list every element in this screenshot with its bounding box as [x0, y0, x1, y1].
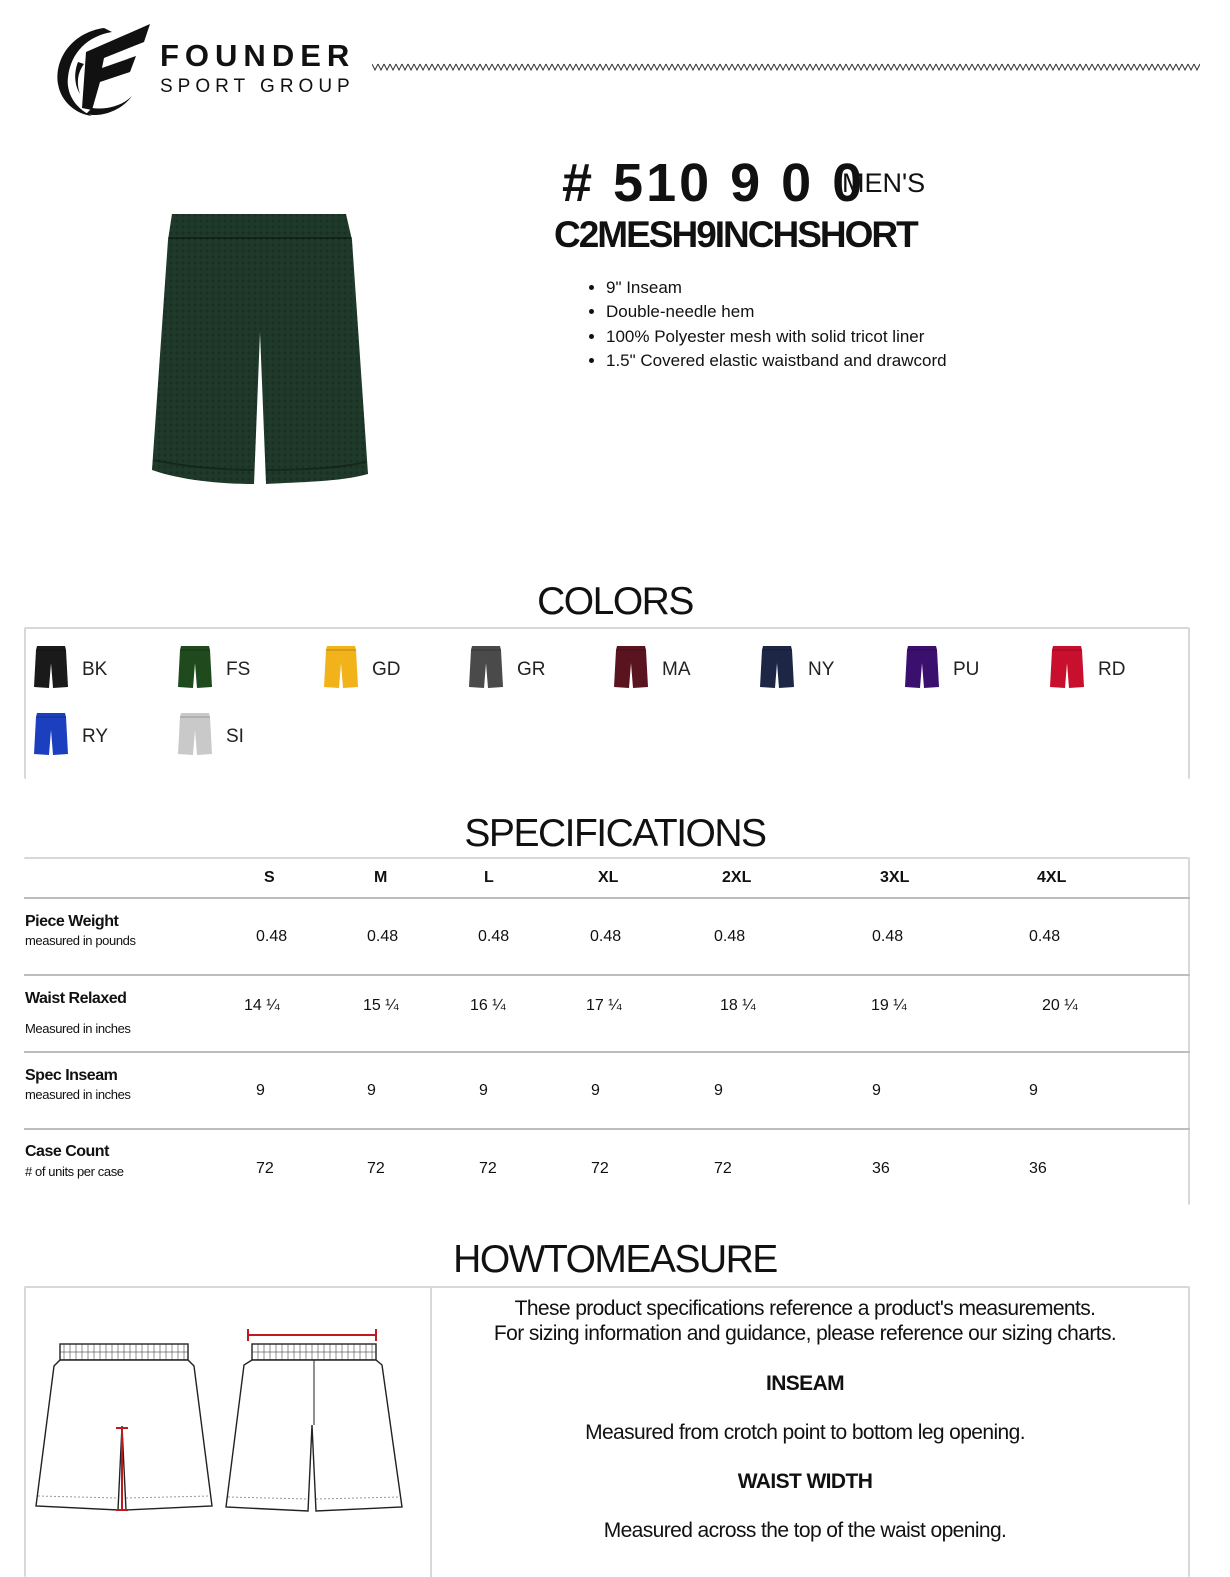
zigzag-divider [372, 60, 1200, 74]
shorts-icon [178, 645, 212, 689]
color-swatch-pu[interactable] [897, 645, 1017, 695]
spec-label: Piece Weight [25, 913, 119, 930]
color-code: RY [82, 726, 109, 747]
color-code: FS [226, 659, 251, 680]
inseam-heading: INSEAM [765, 1372, 845, 1395]
color-code: SI [226, 726, 244, 747]
color-swatch-fs[interactable] [170, 645, 290, 695]
shorts-icon [34, 712, 68, 756]
inseam-description: Measured from crotch point to bottom leg opening. [585, 1421, 1025, 1444]
waist-description: Measured across the top of the waist opening. [603, 1519, 1007, 1542]
spec-label: Waist Relaxed [25, 990, 127, 1007]
feature-item: • Double-needle hem [606, 300, 947, 324]
color-swatch-rd[interactable] [1042, 645, 1162, 695]
how-to-measure-title: HOWTOMEASURE [453, 1238, 777, 1281]
color-swatch-gr[interactable] [461, 645, 581, 695]
spec-row-label [25, 913, 118, 931]
spec-value: 0.48 [1029, 928, 1061, 945]
table-divider [24, 897, 1190, 899]
spec-value: 0.48 [478, 928, 510, 945]
feature-item: • 1.5" Covered elastic waistband and drawcord [606, 349, 947, 373]
inseam-diagram [30, 1330, 215, 1520]
color-code: NY [808, 659, 835, 680]
shorts-icon [178, 712, 212, 756]
shorts-icon [324, 645, 358, 689]
product-image [150, 212, 372, 490]
spec-value: 0.48 [872, 928, 904, 945]
color-code: RD [1098, 659, 1126, 680]
shorts-icon [469, 645, 503, 689]
spec-value: 9 [367, 1082, 376, 1099]
product-gender: MEN'S [842, 168, 926, 198]
spec-sublabel: measured in inches [25, 1087, 131, 1102]
spec-row-label [25, 1067, 117, 1085]
color-code: GD [372, 659, 401, 680]
spec-value: 9 [714, 1082, 723, 1099]
feature-list [590, 276, 947, 373]
table-divider [24, 1051, 1190, 1053]
spec-row-label [25, 990, 126, 1008]
size-header: M [374, 869, 388, 886]
spec-row-label [25, 1143, 109, 1161]
spec-value: 36 [872, 1160, 890, 1177]
spec-label: Case Count [25, 1143, 109, 1160]
feature-item: • 100% Polyester mesh with solid tricot liner [606, 325, 947, 349]
spec-value: 15 ¼ [363, 997, 399, 1014]
size-header: L [484, 869, 494, 886]
spec-label: Spec Inseam [25, 1067, 118, 1084]
howto-intro-line1: These product specifications reference a product's measurements. [514, 1297, 1096, 1320]
spec-value: 16 ¼ [470, 997, 506, 1014]
shorts-icon [34, 645, 68, 689]
brand-subtitle: SPORT GROUP [160, 76, 355, 97]
spec-row-sublabel [25, 1021, 131, 1036]
spec-row-sublabel [25, 933, 136, 948]
size-header: S [264, 869, 275, 886]
specifications-table [24, 857, 1190, 1205]
product-sku: # 510 9 0 0 [562, 153, 866, 213]
spec-value: 9 [591, 1082, 600, 1099]
color-swatch-gd[interactable] [316, 645, 436, 695]
color-code: PU [953, 659, 980, 680]
size-header: 2XL [722, 869, 752, 886]
spec-value: 36 [1029, 1160, 1047, 1177]
shorts-icon [760, 645, 794, 689]
color-code: GR [517, 659, 546, 680]
spec-value: 9 [1029, 1082, 1038, 1099]
spec-value: 72 [479, 1160, 497, 1177]
color-swatch-ny[interactable] [752, 645, 872, 695]
spec-value: 0.48 [714, 928, 746, 945]
spec-value: 18 ¼ [720, 997, 756, 1014]
spec-value: 14 ¼ [244, 997, 280, 1014]
spec-sublabel: # of units per case [25, 1164, 124, 1179]
color-code: BK [82, 659, 108, 680]
product-name: C2MESH9INCHSHORT [554, 214, 917, 255]
color-swatch-bk[interactable] [26, 645, 146, 695]
spec-value: 17 ¼ [586, 997, 622, 1014]
color-swatch-si[interactable] [170, 712, 290, 762]
feature-item: • 9" Inseam [606, 276, 947, 300]
table-divider [24, 974, 1190, 976]
spec-value: 0.48 [256, 928, 288, 945]
howto-intro-line2: For sizing information and guidance, please reference our sizing charts. [493, 1322, 1117, 1345]
spec-value: 72 [256, 1160, 274, 1177]
waist-heading: WAIST WIDTH [737, 1470, 873, 1493]
shorts-icon [1050, 645, 1084, 689]
spec-value: 0.48 [590, 928, 622, 945]
spec-value: 72 [714, 1160, 732, 1177]
spec-sublabel: measured in pounds [25, 933, 136, 948]
size-header: 4XL [1037, 869, 1067, 886]
spec-row-sublabel [25, 1087, 131, 1102]
specifications-title: SPECIFICATIONS [464, 812, 766, 855]
size-header: 3XL [880, 869, 910, 886]
spec-sublabel: Measured in inches [25, 1021, 131, 1036]
color-code: MA [662, 659, 691, 680]
spec-value: 9 [256, 1082, 265, 1099]
spec-value: 0.48 [367, 928, 399, 945]
spec-value: 9 [479, 1082, 488, 1099]
shorts-icon [614, 645, 648, 689]
brand-name: FOUNDER [160, 38, 356, 73]
spec-value: 20 ¼ [1042, 997, 1078, 1014]
size-header: XL [598, 869, 619, 886]
color-swatch-ry[interactable] [26, 712, 146, 762]
spec-value: 19 ¼ [871, 997, 907, 1014]
spec-row-sublabel [25, 1164, 124, 1179]
table-divider [24, 1128, 1190, 1130]
spec-value: 72 [591, 1160, 609, 1177]
spec-value: 72 [367, 1160, 385, 1177]
shorts-icon [905, 645, 939, 689]
colors-title: COLORS [537, 580, 693, 623]
waist-diagram [222, 1325, 410, 1520]
spec-value: 9 [872, 1082, 881, 1099]
color-swatch-ma[interactable] [606, 645, 726, 695]
